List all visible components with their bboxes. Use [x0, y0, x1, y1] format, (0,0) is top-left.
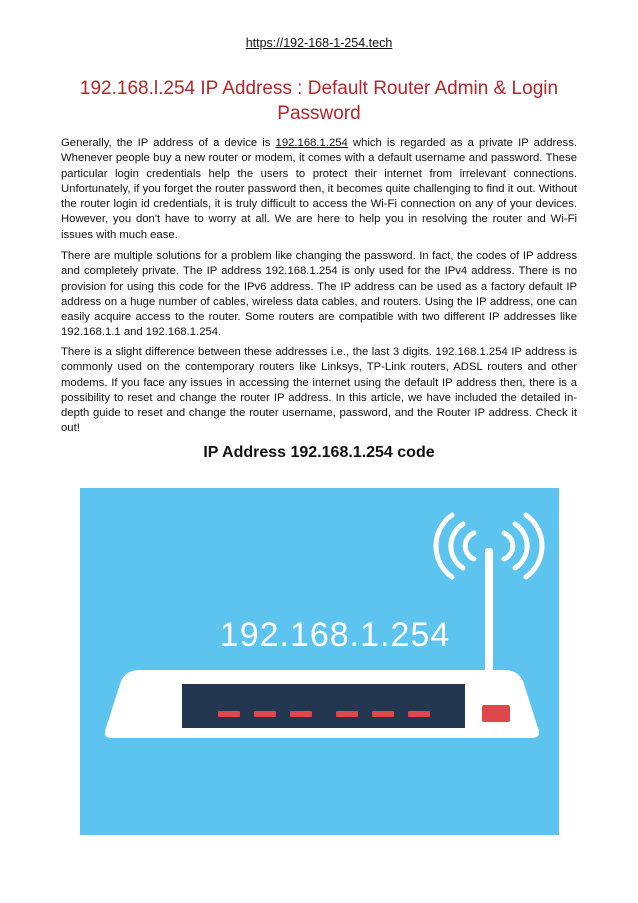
router-led-4: [336, 711, 358, 717]
router-antenna: [485, 548, 493, 683]
paragraph-intro: [61, 136, 577, 243]
paragraph-intro-before: Generally, the IP address of a device is: [61, 137, 276, 149]
page-title: 192.168.l.254 IP Address : Default Router Admin & Login Password: [79, 78, 559, 124]
ip-address-link[interactable]: 192.168.1.254: [275, 137, 348, 149]
section-heading: IP Address 192.168.1.254 code: [203, 444, 435, 461]
router-led-3: [290, 711, 312, 717]
paragraph-differences: There is a slight difference between these addresses i.e., the last 3 digits. 192.168.1.254 IP address is commonly used on the contemporary routers like Linksys, TP-Link routers, ADSL routers and other modems. If you face any issues in accessing the internet using the default IP address then, there is a possibility to reset and change the router IP address. In this article, we have included the detailed in-depth guide to reset and change the router username, password, and the Router IP address. Check it out!: [61, 346, 577, 435]
router-led-5: [372, 711, 394, 717]
router-ip-label: 192.168.1.254: [219, 616, 451, 654]
router-led-6: [408, 711, 430, 717]
router-front-panel: [182, 684, 465, 728]
router-led-1: [218, 711, 240, 717]
router-illustration: [80, 488, 559, 835]
header-url-link[interactable]: https://192-168-1-254.tech: [245, 36, 393, 50]
router-led-2: [254, 711, 276, 717]
router-power-button: [482, 705, 510, 722]
paragraph-solutions: There are multiple solutions for a problem like changing the password. In fact, the codes of IP address and completely private. The IP address 192.168.1.254 is only used for the IPv4 address. There is no provision for using this code for the IPv6 address. The IP address can be used as a factory default IP address on a huge number of cables, wireless data cables, and routers. Using the IP address, one can easily acquire access to the router. Some routers are compatible with two different IP addresses like 192.168.1.1 and 192.168.1.254.: [61, 250, 577, 339]
paragraph-intro-after: which is regarded as a private IP address. Whenever people buy a new router or modem, it comes with a default username and password. These particular login credentials help the users to protect their internet from irrelevant connections. Unfortunately, if you forget the router password then, it becomes quite challenging to find it out. Without the router login id credentials, it is truly difficult to access the Wi-Fi connection on any of your devices. However, you don't have to worry at all. We are here to help you in resolving the router and Wi-Fi issues with much ease.: [61, 137, 577, 241]
